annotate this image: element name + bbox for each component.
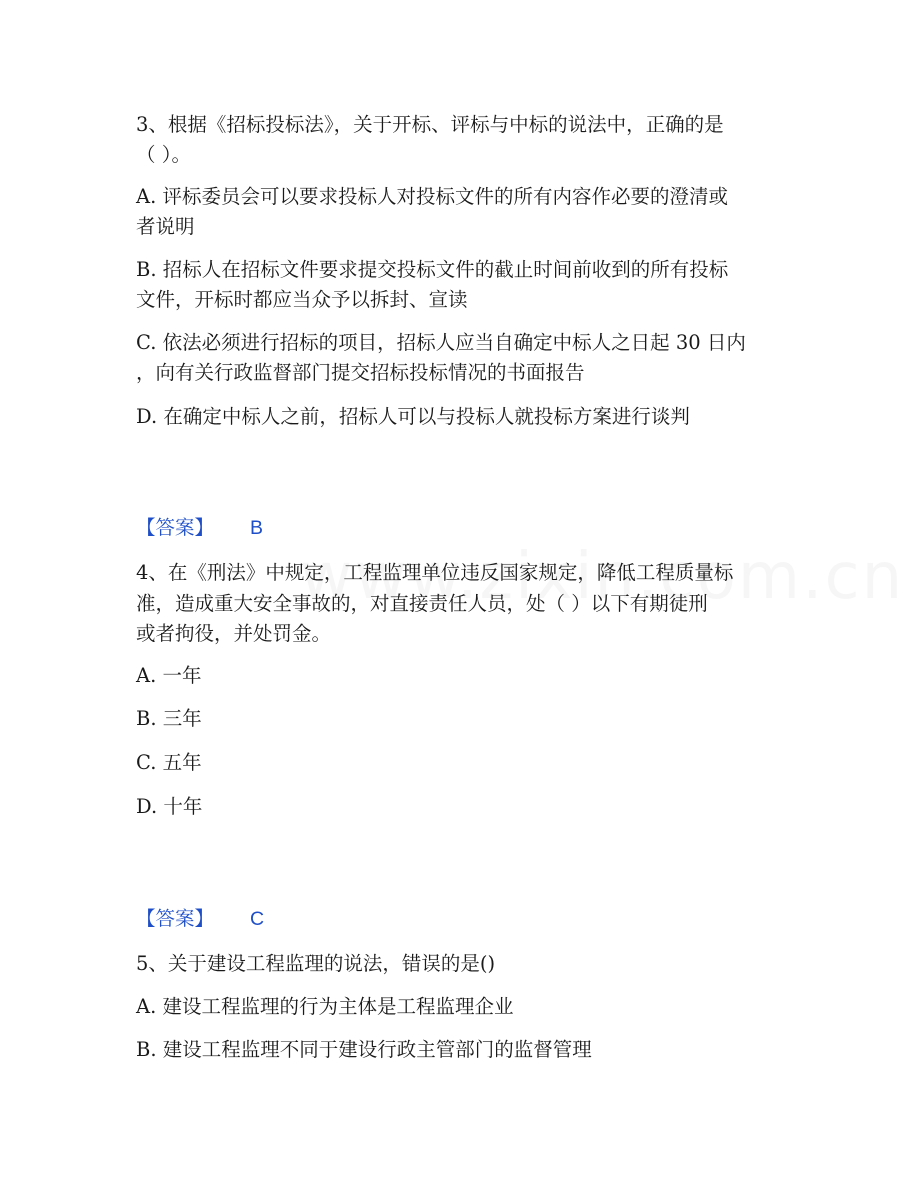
q3-option-c-line-1: C. 依法必须进行招标的项目，招标人应当自确定中标人之日起 30 日内 [136,331,746,354]
q3-option-a-line-2: 者说明 [136,215,195,238]
q3-answer [136,513,263,543]
q4-option-d: D. 十年 [136,795,203,818]
q4-stem-line-3: 或者拘役，并处罚金。 [136,622,332,645]
q3-option-d: D. 在确定中标人之前，招标人可以与投标人就投标方案进行谈判 [136,405,690,428]
q5-stem: 5、关于建设工程监理的说法，错误的是() [136,952,496,975]
q4-option-a: A. 一年 [136,664,202,687]
q5-option-b: B. 建设工程监理不同于建设行政主管部门的监督管理 [136,1038,592,1061]
q3-stem-line-2: （ ）。 [136,143,191,166]
q3-option-b-line-2: 文件，开标时都应当众予以拆封、宣读 [136,288,468,311]
q4-stem-line-1: 4、在《刑法》中规定，工程监理单位违反国家规定，降低工程质量标 [136,561,734,584]
q3-option-b-line-1: B. 招标人在招标文件要求提交投标文件的截止时间前收到的所有投标 [136,258,729,281]
q3-option-c-line-2: ，向有关行政监督部门提交招标投标情况的书面报告 [136,361,585,384]
q3-answer-label: 【答案】 [136,516,215,539]
q4-answer-value: C [250,908,265,930]
q4-option-b: B. 三年 [136,707,202,730]
q3-answer-value: B [250,517,264,539]
q3-stem-line-1: 3、根据《招标投标法》，关于开标、评标与中标的说法中，正确的是 [136,113,724,136]
q5-option-a: A. 建设工程监理的行为主体是工程监理企业 [136,995,514,1018]
q4-option-c: C. 五年 [136,751,202,774]
q4-stem-line-2: 准，造成重大安全事故的，对直接责任人员，处（ ）以下有期徒刑 [136,592,708,615]
q3-option-a-line-1: A. 评标委员会可以要求投标人对投标文件的所有内容作必要的澄清或 [136,185,728,208]
q4-answer-label: 【答案】 [136,907,215,930]
q4-answer [136,904,264,934]
